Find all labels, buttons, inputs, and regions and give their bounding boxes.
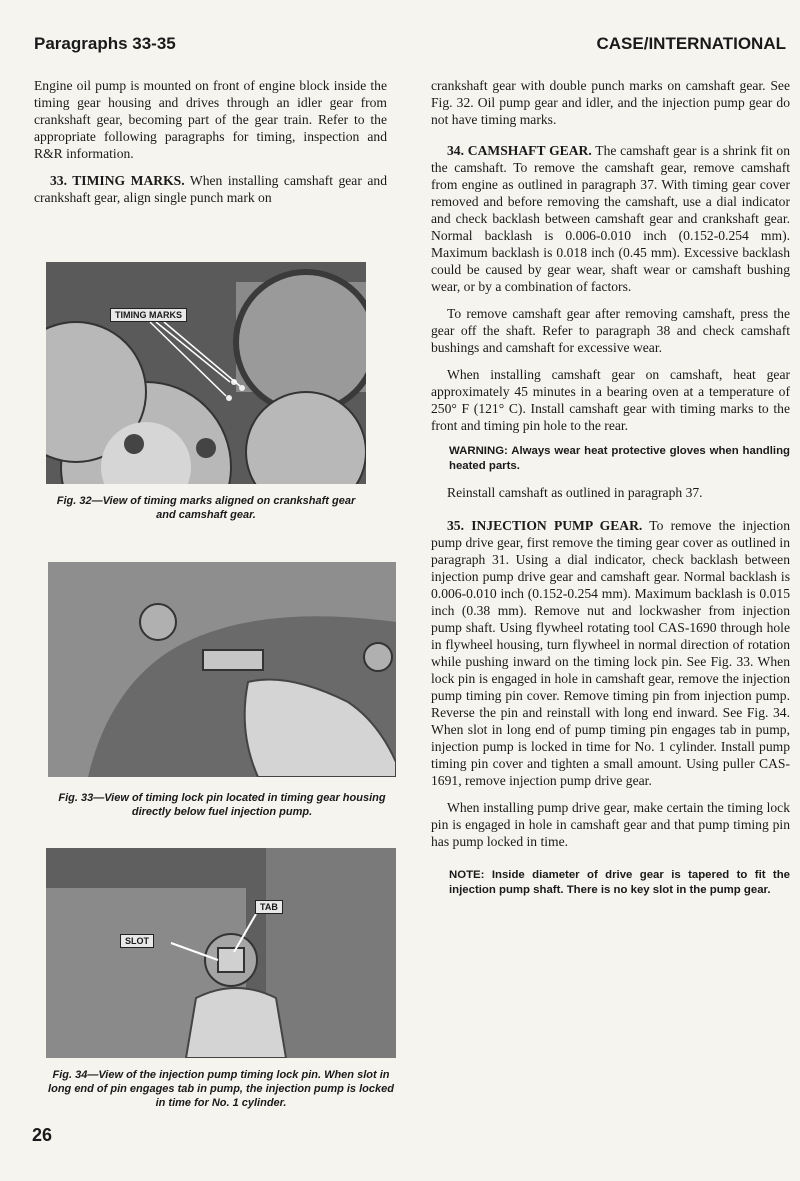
timing-lock-pin-illustration <box>48 562 396 777</box>
section-35-title: 35. INJECTION PUMP GEAR. <box>447 518 643 533</box>
figure-34-photo <box>46 848 396 1058</box>
section-34-paragraph-1 <box>431 142 790 295</box>
intro-paragraph: Engine oil pump is mounted on front of engine block inside the timing gear housing and drives through an idler gear from crankshaft gear, becoming part of the gear train. Refer to the appropriate following paragraphs for timing, inspection and R&R information. <box>34 78 387 161</box>
note-paragraph: NOTE: Inside diameter of drive gear is tapered to fit the injection pump shaft. There is no key slot in the pump gear. <box>449 869 790 896</box>
timing-gears-illustration <box>46 262 366 484</box>
section-34-paragraph-2: To remove camshaft gear after removing camshaft, press the gear off the shaft. Refer to paragraph 38 and check camshaft bushings and camshaft for excessive wear. <box>431 306 790 355</box>
section-34-title: 34. CAMSHAFT GEAR. <box>447 143 592 158</box>
figure-34-caption: Fig. 34—View of the injection pump timing lock pin. When slot in long end of pin engages tab in pump, the injection pump is locked in time for No. 1 cylinder. <box>48 1069 394 1109</box>
section-33-paragraph <box>34 172 387 206</box>
figure-32-caption: Fig. 32—View of timing marks aligned on crankshaft gear and camshaft gear. <box>56 495 356 521</box>
reinstall-paragraph: Reinstall camshaft as outlined in paragraph 37. <box>447 485 703 500</box>
left-column <box>34 77 387 216</box>
right-column <box>431 77 790 908</box>
tab-label: TAB <box>255 900 283 914</box>
figure-32 <box>46 262 366 522</box>
figure-34 <box>46 848 396 1110</box>
section-33-text: When installing camshaft gear and crankshaft gear, align single punch mark on <box>34 173 387 205</box>
figure-33-photo <box>48 562 396 777</box>
pump-timing-pin-illustration <box>46 848 396 1058</box>
running-header-right: CASE/INTERNATIONAL <box>596 34 786 53</box>
section-35-text: To remove the injection pump drive gear, first remove the timing gear cover as outlined in paragraph 31. Using a dial indicator, check backlash between injection pump drive gear and camshaft gear. Normal backlash is 0.006-0.010 inch (0.152-0.254 mm). Maximum backlash is 0.015 inch (0.38 mm). Remove nut and lockwasher from injection pump shaft. Using flywheel rotating tool CAS-1690 through hole in flywheel housing, turn flywheel in normal direction of rotation while pushing inward on the timing lock pin. See Fig. 33. When lock pin is engaged in hole in camshaft gear, remove the injection pump timing pin cover. Remove timing pin from injection pump. Reverse the pin and reinstall with long end inward. See Fig. 34. When slot in long end of pump timing pin engages tab in pump, injection pump is locked in time for No. 1 cylinder. Install pump timing pin cover and tighten a small amount. Using puller CAS-1691, remove injection pump drive gear. <box>431 518 790 788</box>
running-header-left: Paragraphs 33-35 <box>34 34 176 53</box>
figure-32-photo <box>46 262 366 484</box>
section-35-paragraph-1 <box>431 517 790 789</box>
section-34-paragraph-3: When installing camshaft gear on camshaft, heat gear approximately 45 minutes in a bearing oven at a temperature of 250° F (121° C). Install camshaft gear with timing marks to the front and timing pin hole to the rear. <box>431 367 790 433</box>
figure-33 <box>48 562 396 819</box>
section-33-title: 33. TIMING MARKS. <box>50 173 185 188</box>
section-34-text: The camshaft gear is a shrink fit on the camshaft. To remove the camshaft gear, remove camshaft from engine as outlined in paragraph 37. With timing gear cover removed and before removing the camshaft, use a dial indicator and check backlash between camshaft gear and crankshaft gear. Normal backlash is 0.006-0.010 inch (0.152-0.254 mm). Maximum backlash is 0.018 inch (0.45 mm). Excessive backlash could be caused by gear wear, shaft wear or camshaft bushing wear, or by a combination of factors. <box>431 143 790 294</box>
figure-33-caption: Fig. 33—View of timing lock pin located in timing gear housing directly below fuel injection pump. <box>58 792 386 818</box>
page-number: 26 <box>32 1125 53 1145</box>
warning-note: WARNING: Always wear heat protective gloves when handling heated parts. <box>449 445 790 472</box>
slot-label: SLOT <box>120 934 154 948</box>
continued-paragraph: crankshaft gear with double punch marks on camshaft gear. See Fig. 32. Oil pump gear and idler, and the injection pump gear do not have timing marks. <box>431 78 790 127</box>
section-35-paragraph-2: When installing pump drive gear, make certain the timing lock pin is engaged in hole in camshaft gear and that pump timing pin has pump locked in time. <box>431 800 790 849</box>
timing-marks-label: TIMING MARKS <box>110 308 187 322</box>
